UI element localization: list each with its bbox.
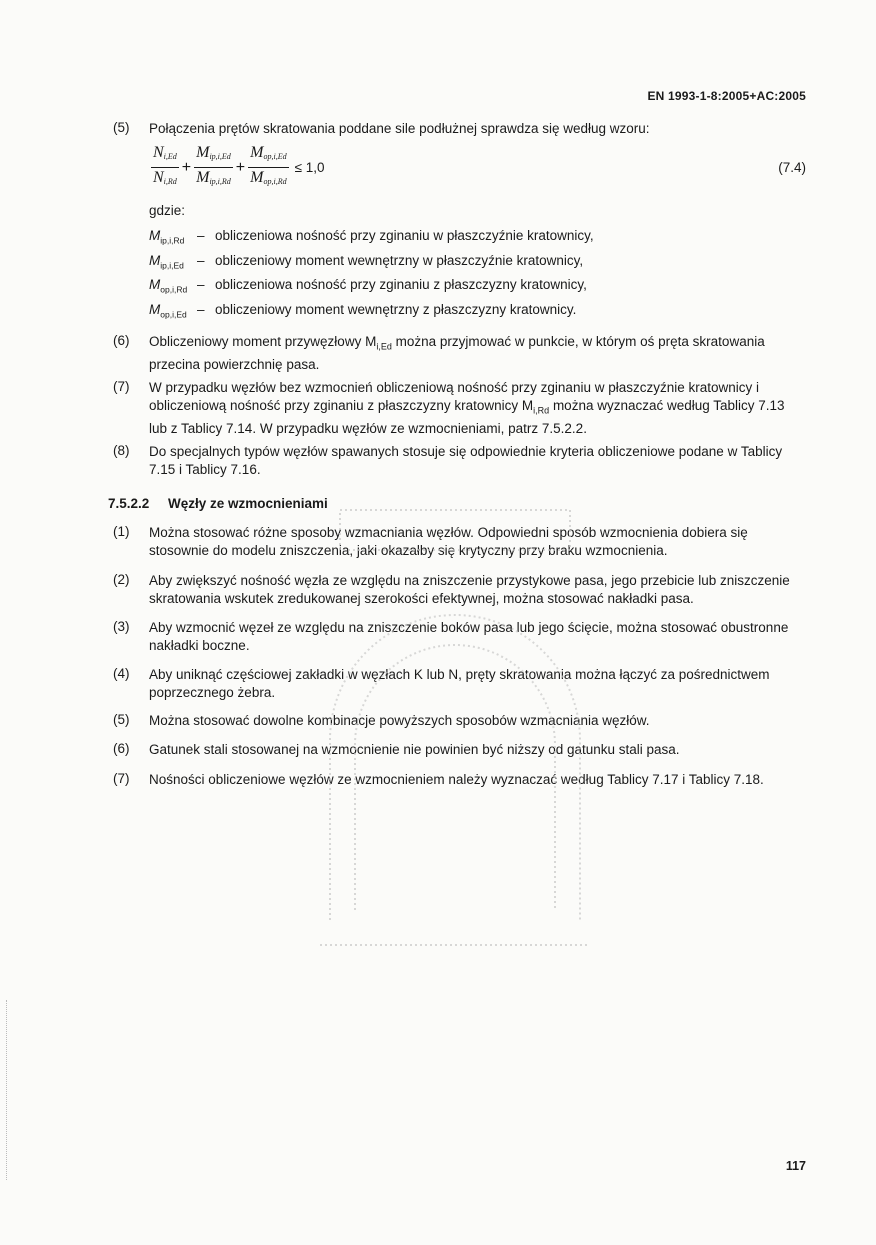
definition-symbol: $M_{op,i,Ed}$ — [149, 301, 187, 320]
formula-rhs: ≤ 1,0 — [294, 160, 325, 175]
paragraph-number: (6) — [113, 333, 130, 348]
equation-number: (7.4) — [778, 160, 806, 175]
paragraph-text: Aby wzmocnić węzeł ze względu na zniszczenie boków pasa lub jego ścięcie, można stosować obustronne nakładki boczne. — [149, 620, 789, 653]
plus-sign: + — [181, 158, 192, 176]
paragraph-text: Do specjalnych typów węzłów spawanych stosuje się odpowiednie kryteria obliczeniowe podane w Tablicy 7.15 i Tablicy 7.16. — [149, 444, 783, 477]
plus-sign: + — [235, 158, 246, 176]
section-number: 7.5.2.2 — [108, 496, 150, 511]
fraction-out-of-plane: $\frac{M_{op,i,Ed}}{M_{op,i,Rd}}$ — [250, 144, 287, 186]
fraction-axial: $\frac{N_{i,Ed}}{N_{i,Rd}}$ — [153, 144, 177, 186]
paragraph-number: (7) — [113, 379, 130, 394]
formula-7-4 — [149, 144, 325, 191]
fraction-in-plane: $\frac{M_{ip,i,Ed}}{M_{ip,i,Rd}}$ — [196, 144, 231, 186]
definition-text: obliczeniowa nośność przy zginaniu z płaszczyzny kratownicy, — [215, 277, 587, 292]
paragraph-text: Połączenia prętów skratowania poddane sile podłużnej sprawdza się według wzoru: — [149, 121, 650, 136]
paragraph-number: (1) — [113, 524, 130, 539]
definition-text: obliczeniowa nośność przy zginaniu w płaszczyźnie kratownicy, — [215, 228, 594, 243]
scan-margin-mark — [6, 1000, 9, 1180]
paragraph-number: (5) — [113, 120, 130, 135]
paragraph-number: (4) — [113, 666, 130, 681]
paragraph-text: Aby zwiększyć nośność węzła ze względu na zniszczenie przystykowe pasa, jego przebicie lub zniszczenie skratowania wskutek zredukowanej szerokości efektywnej, można stosować nakładki pasa. — [149, 573, 790, 606]
paragraph-text: Gatunek stali stosowanej na wzmocnienie nie powinien być niższy od gatunku stali pasa. — [149, 742, 680, 757]
paragraph-text: Aby uniknąć częściowej zakładki w węzłach K lub N, pręty skratowania można łączyć za pośrednictwem poprzecznego żebra. — [149, 667, 770, 700]
definition-row: $M_{op,i,Ed}$ – obliczeniowy moment wewnętrzny z płaszczyzny kratownicy. — [149, 302, 594, 327]
definition-text: obliczeniowy moment wewnętrzny z płaszczyzny kratownicy. — [215, 301, 577, 317]
definition-symbol: $M_{op,i,Rd}$ — [149, 277, 188, 295]
paragraph-text: Obliczeniowy moment przywęzłowy $M_{i,Ed}$ można przyjmować w punkcie, w którym oś pręta skratowania przecina powierzchnię pasa. — [149, 334, 765, 372]
definition-text: obliczeniowy moment wewnętrzny w płaszczyźnie kratownicy, — [215, 252, 584, 268]
paragraph-text: W przypadku węzłów bez wzmocnień obliczeniową nośność przy zginaniu w płaszczyźnie kratownicy i obliczeniową nośność przy zginaniu z płaszczyzny kratownicy $M_{i,Rd}$ można wyznaczać według Tablicy 7.13 lub z Tablicy 7.14. W przypadku węzłów ze wzmocnieniami, patrz 7.5.2.2. — [149, 380, 785, 436]
paragraph-text: Nośności obliczeniowe węzłów ze wzmocnieniem należy wyznaczać według Tablicy 7.17 i Tablicy 7.18. — [149, 772, 764, 787]
paragraph-number: (5) — [113, 712, 130, 727]
where-label: gdzie: — [149, 203, 186, 218]
page-number: 117 — [785, 1159, 806, 1173]
section-heading — [108, 496, 328, 511]
definition-symbol: $M_{ip,i,Rd}$ — [149, 228, 185, 246]
standard-header: EN 1993-1-8:2005+AC:2005 — [647, 89, 806, 103]
paragraph-number: (3) — [113, 619, 130, 634]
definition-symbol: $M_{ip,i,Ed}$ — [149, 252, 184, 271]
section-title: Węzły ze wzmocnieniami — [168, 496, 328, 511]
definition-row: $M_{ip,i,Ed}$ – obliczeniowy moment wewnętrzny w płaszczyźnie kratownicy, — [149, 253, 594, 278]
paragraph-number: (2) — [113, 572, 130, 587]
definition-row: $M_{op,i,Rd}$ – obliczeniowa nośność przy zginaniu z płaszczyzny kratownicy, — [149, 277, 594, 302]
paragraph-number: (7) — [113, 771, 130, 786]
definitions-list — [149, 228, 594, 326]
paragraph-number: (6) — [113, 741, 130, 756]
paragraph-text: Można stosować różne sposoby wzmacniania węzłów. Odpowiedni sposób wzmocnienia dobiera się stosownie do modelu zniszczenia, jaki okazałby się krytyczny przy braku wzmocnienia. — [149, 525, 748, 558]
definition-row: $M_{ip,i,Rd}$ – obliczeniowa nośność przy zginaniu w płaszczyźnie kratownicy, — [149, 228, 594, 253]
paragraph-number: (8) — [113, 443, 130, 458]
paragraph-text: Można stosować dowolne kombinacje powyższych sposobów wzmacniania węzłów. — [149, 713, 650, 728]
